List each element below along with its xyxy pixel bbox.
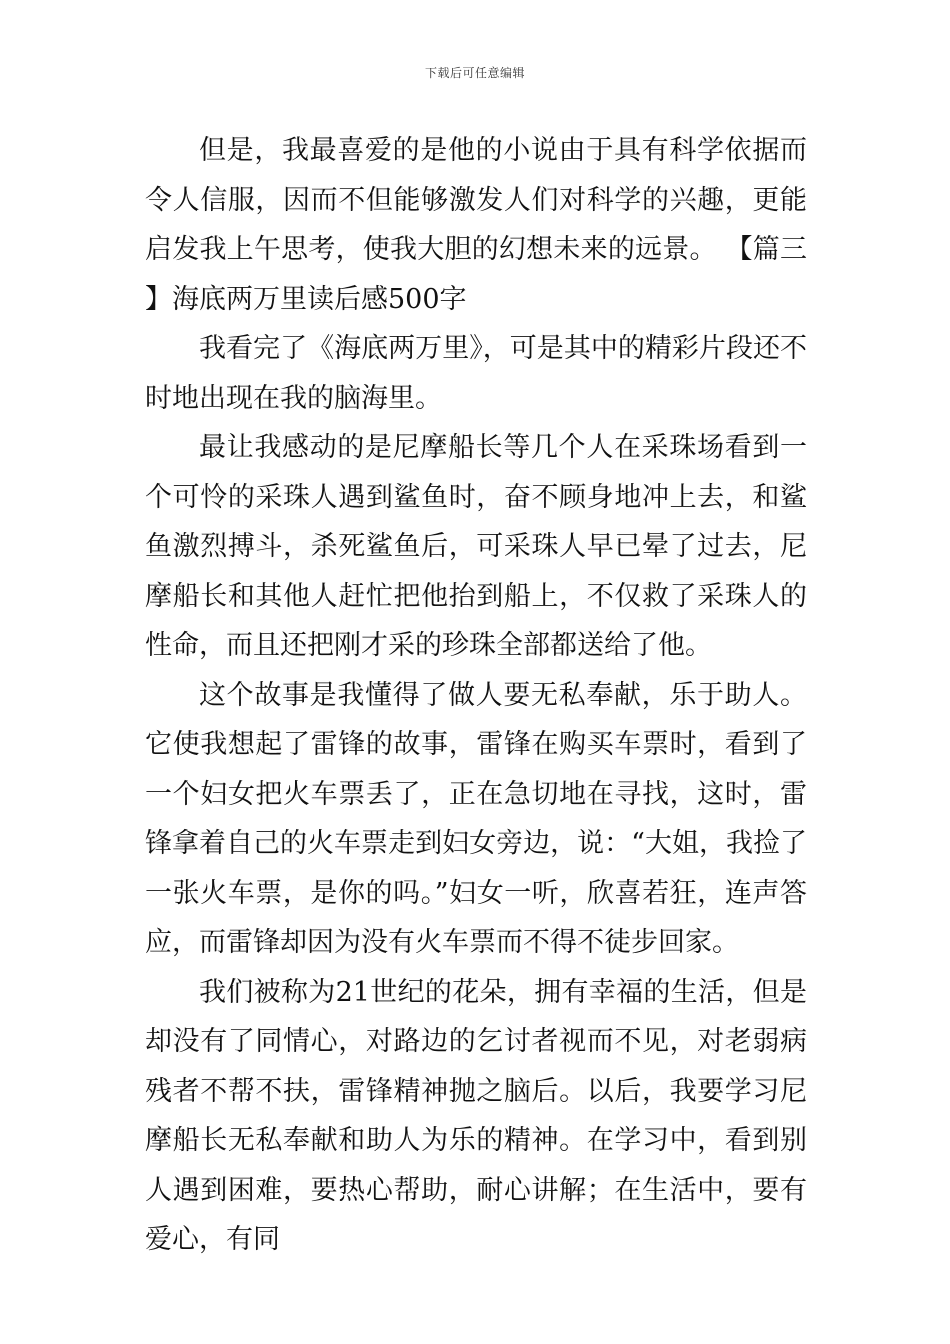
paragraph-5: 我们被称为21世纪的花朵，拥有幸福的生活，但是却没有了同情心，对路边的乞讨者视而不见，对老弱病残者不帮不扶，雷锋精神抛之脑后。以后，我要学习尼摩船长无私奉献和助人为乐的精神。在学习中，看到别人遇到困难，要热心帮助，耐心讲解；在生活中，要有爱心，有同 — [145, 976, 807, 1255]
paragraph-1: 但是，我最喜爱的是他的小说由于具有科学依据而令人信服，因而不但能够激发人们对科学的兴趣，更能启发我上午思考，使我大胆的幻想未来的远景。 【篇三】海底两万里读后感500字 — [145, 135, 807, 315]
paragraph-3: 最让我感动的是尼摩船长等几个人在采珠场看到一个可怜的采珠人遇到鲨鱼时，奋不顾身地冲上去，和鲨鱼激烈搏斗，杀死鲨鱼后，可采珠人早已晕了过去，尼摩船长和其他人赶忙把他抬到船上，不仅救了采珠人的性命，而且还把刚才采的珍珠全部都送给了他。 — [145, 432, 807, 661]
document-body — [145, 126, 807, 1265]
paragraph-2: 我看完了《海底两万里》，可是其中的精彩片段还不时地出现在我的脑海里。 — [145, 333, 807, 414]
paragraph-4: 这个故事是我懂得了做人要无私奉献，乐于助人。它使我想起了雷锋的故事，雷锋在购买车票时，看到了一个妇女把火车票丢了，正在急切地在寻找，这时，雷锋拿着自己的火车票走到妇女旁边，说：“大姐，我捡了一张火车票，是你的吗。”妇女一听，欣喜若狂，连声答应，而雷锋却因为没有火车票而不得不徒步回家。 — [145, 679, 807, 958]
header-note: 下载后可任意编辑 — [424, 66, 525, 80]
